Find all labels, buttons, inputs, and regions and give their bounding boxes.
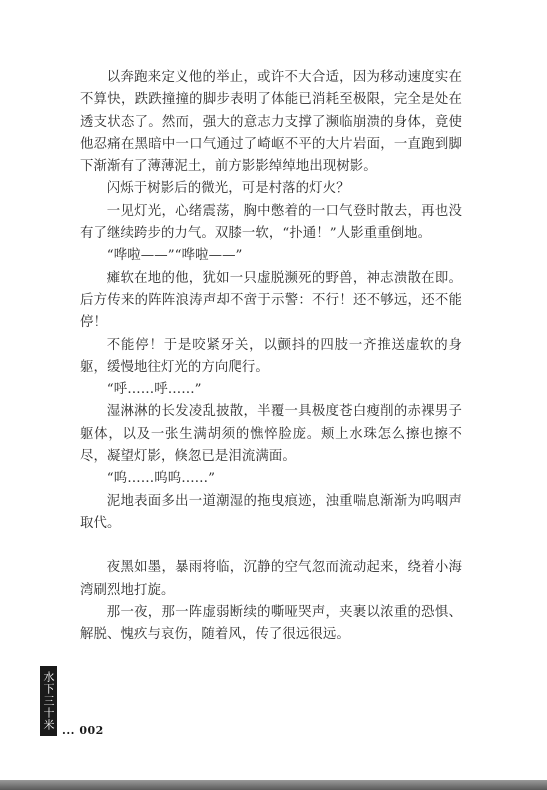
body-text <box>80 67 462 646</box>
book-title-tab: 水下三十米 <box>40 666 57 736</box>
paragraph: 瘫软在地的他，犹如一只虚脱濒死的野兽，神志溃散在即。后方传来的阵阵浪涛声却不啻于示警：不行！还不够远，还不能停！ <box>80 270 462 331</box>
paragraph: 那一夜，那一阵虚弱断续的嘶哑哭声，夹裹以浓重的恐惧、解脱、愧疚与哀伤，随着风，传了很远很远。 <box>80 604 462 643</box>
paragraph: 闪烁于树影后的微光，可是村落的灯火？ <box>106 181 350 197</box>
paragraph: 一见灯光，心绪震荡，胸中憋着的一口气登时散去，再也没有了继续跨步的力气。双膝一软，“扑通！”人影重重倒地。 <box>80 203 462 242</box>
paragraph: 不能停！于是咬紧牙关，以颤抖的四肢一齐推送虚软的身躯，缓慢地往灯光的方向爬行。 <box>80 337 462 375</box>
paragraph: 夜黑如墨，暴雨将临，沉静的空气忽而流动起来，绕着小海湾刷烈地打旋。 <box>80 560 462 598</box>
footer-bar <box>0 780 547 790</box>
paragraph: “呼……呼……” <box>106 382 202 398</box>
paragraph: 泥地表面多出一道潮湿的拖曳痕迹，浊重喘息渐渐为呜咽声取代。 <box>80 493 462 531</box>
section-break <box>80 535 462 557</box>
paragraph: 以奔跑来定义他的举止，或许不大合适，因为移动速度实在不算快，跌跌撞撞的脚步表明了体能已消耗至极限，完全是处在透支状态了。然而，强大的意志力支撑了濒临崩溃的身体，竟使他忍痛在黑暗中一口气通过了崎岖不平的大片岩面，一直跑到脚下渐渐有了薄薄泥土，前方影影绰绰地出现树影。 <box>80 70 462 175</box>
paragraph: “呜……呜呜……” <box>106 471 216 487</box>
paragraph: “哗啦——”“哗啦——” <box>106 248 243 264</box>
paragraph: 湿淋淋的长发凌乱披散，半覆一具极度苍白瘦削的赤裸男子躯体，以及一张生满胡须的憔悴脸庞。颊上水珠怎么擦也擦不尽，凝望灯影，倏忽已是泪流满面。 <box>80 404 462 465</box>
page-number: ... 002 <box>62 724 104 737</box>
